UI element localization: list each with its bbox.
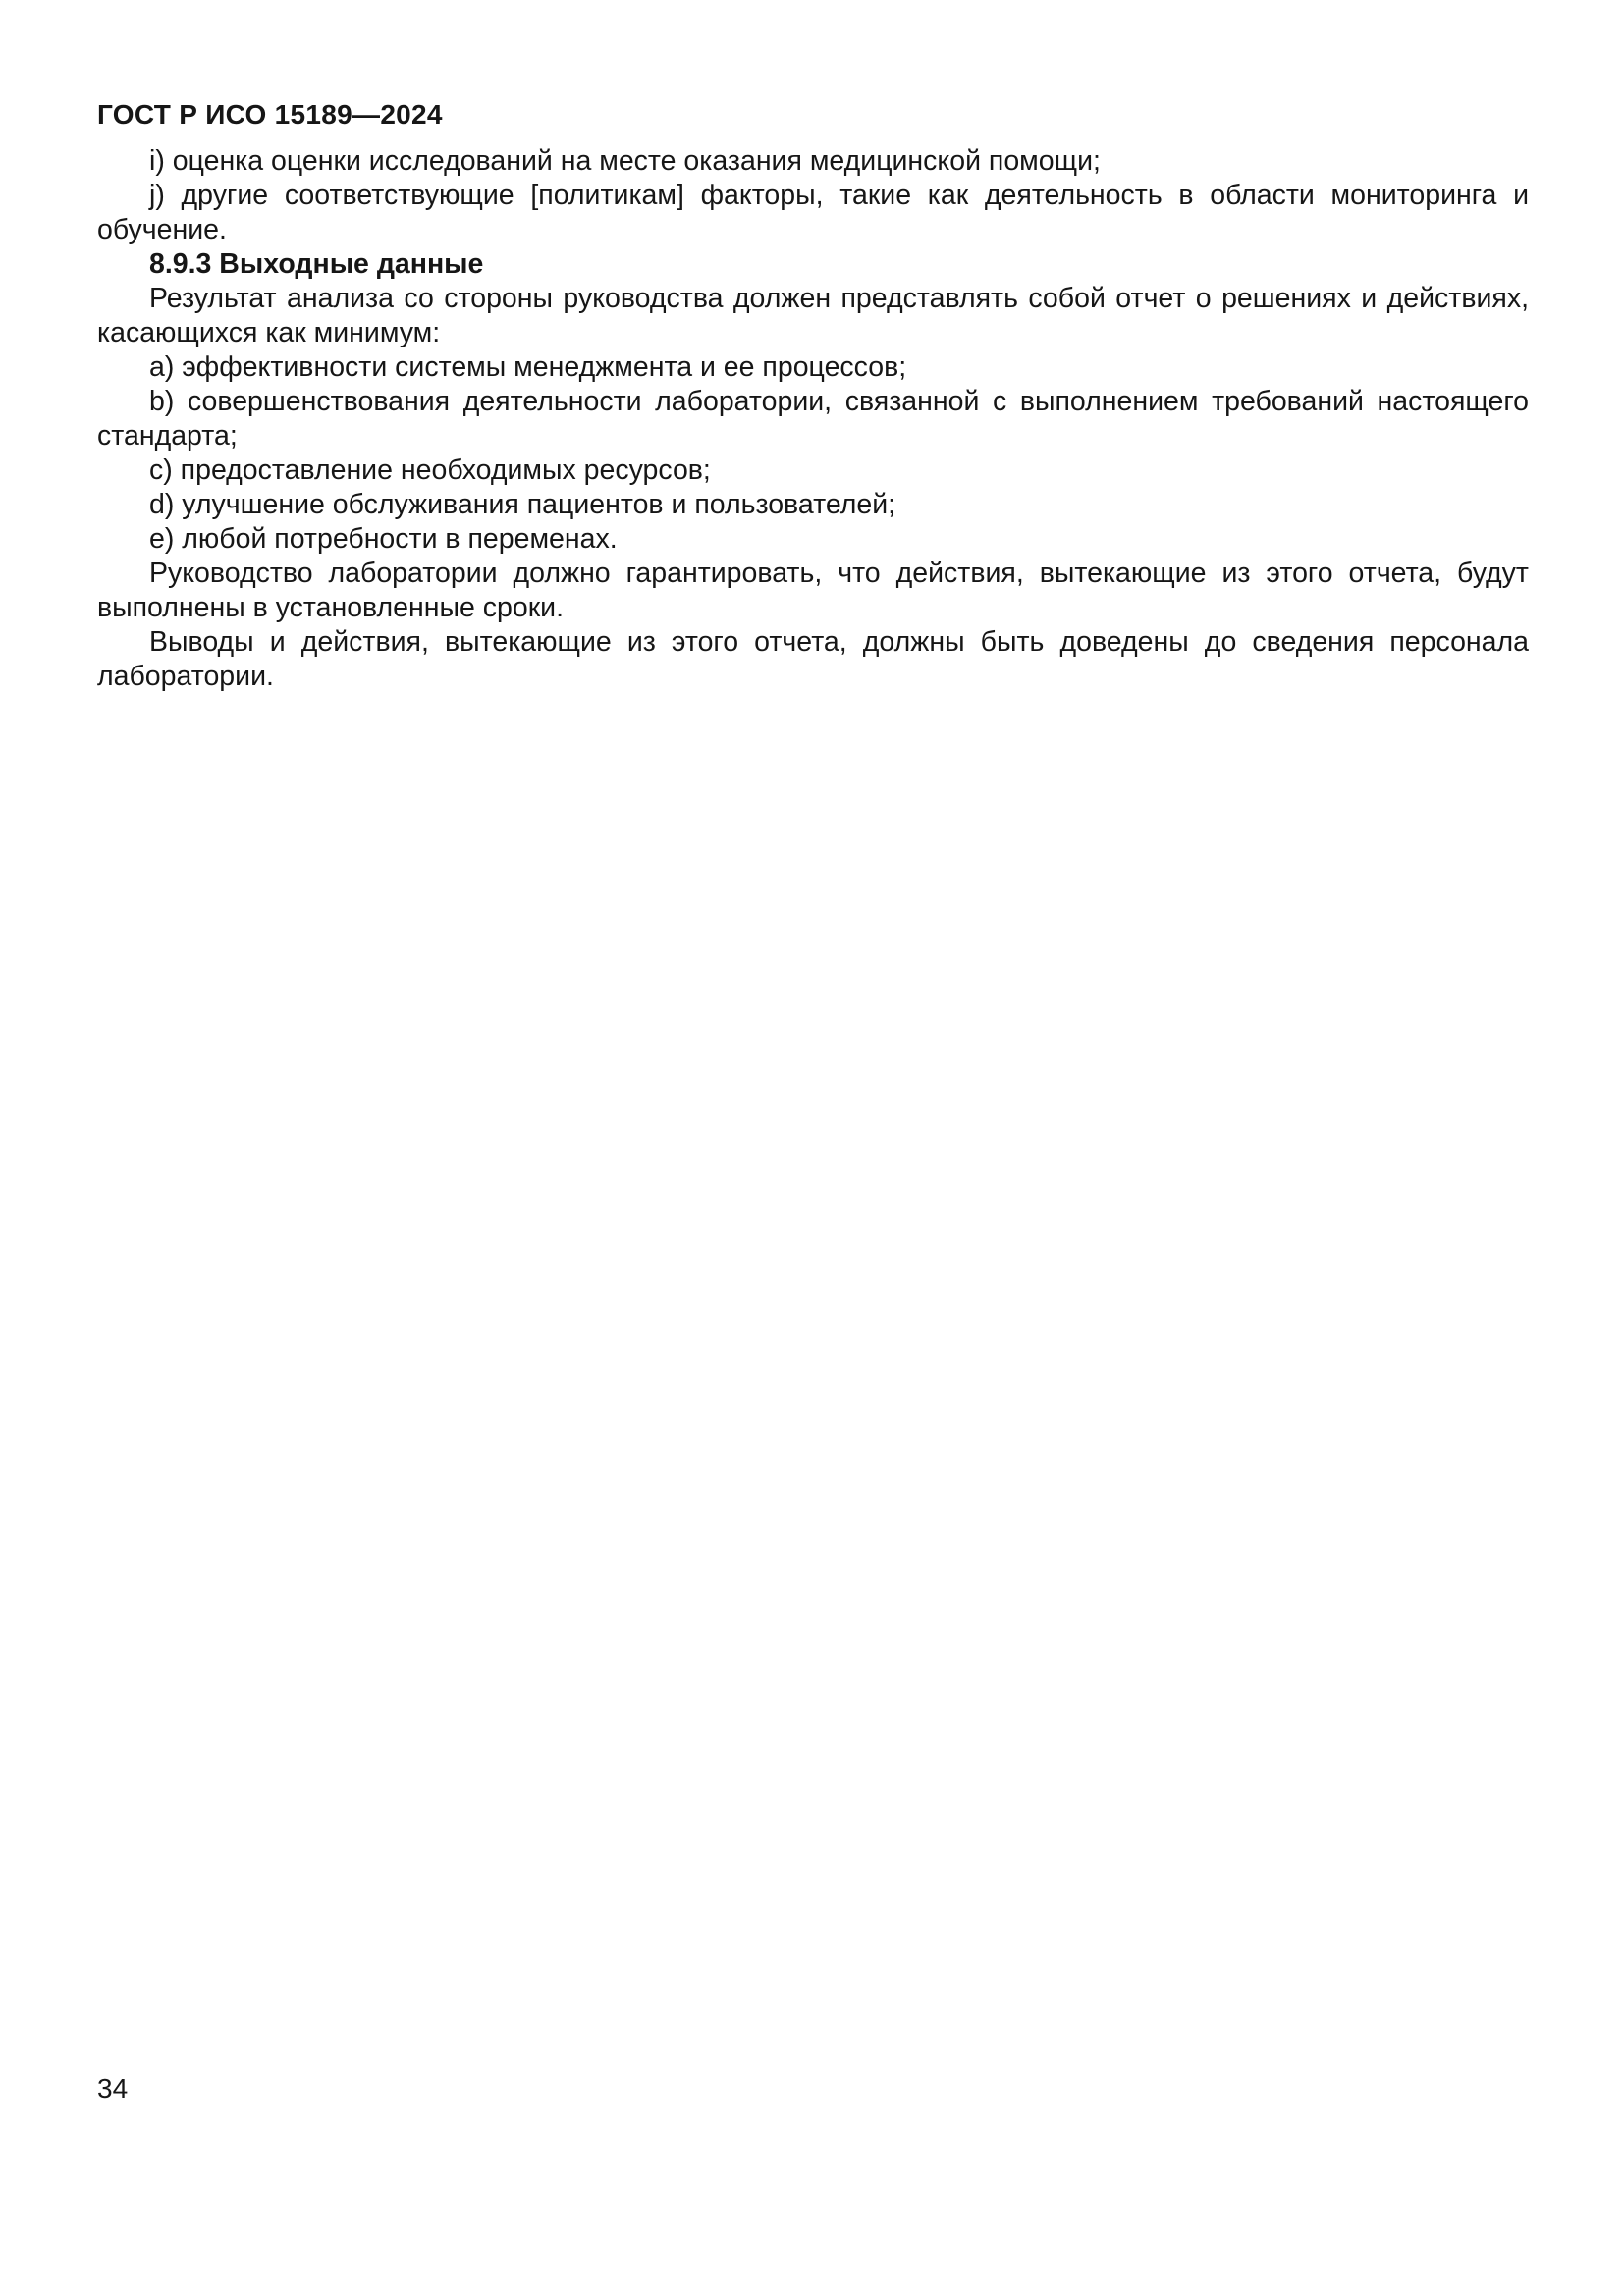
paragraph-intro: Результат анализа со стороны руководства должен представлять собой отчет о решениях и действиях, касающихся как минимум: — [97, 283, 1529, 348]
section-heading-8-9-3: 8.9.3 Выходные данные — [149, 248, 484, 280]
list-item-i: i) оценка оценки исследований на месте оказания медицинской помощи; — [149, 145, 1101, 177]
list-item-b: b) совершенствования деятельности лаборатории, связанной с выполнением требований настоящего стандарта; — [97, 386, 1529, 452]
list-item-d: d) улучшение обслуживания пациентов и пользователей; — [149, 489, 896, 520]
page-number: 34 — [97, 2073, 129, 2104]
list-item-j: j) другие соответствующие [политикам] факторы, такие как деятельность в области мониторинга и обучение. — [97, 180, 1529, 245]
document-body — [97, 144, 1529, 694]
paragraph-conclusions: Выводы и действия, вытекающие из этого отчета, должны быть доведены до сведения персонала лаборатории. — [97, 626, 1529, 692]
list-item-c: c) предоставление необходимых ресурсов; — [149, 454, 711, 486]
document-title: ГОСТ Р ИСО 15189—2024 — [97, 99, 443, 130]
page-header — [97, 99, 443, 131]
paragraph-management: Руководство лаборатории должно гарантировать, что действия, вытекающие из этого отчета, будут выполнены в установленные сроки. — [97, 558, 1529, 623]
page-footer — [97, 2073, 128, 2105]
list-item-e: e) любой потребности в переменах. — [149, 523, 618, 555]
list-item-a: a) эффективности системы менеджмента и ее процессов; — [149, 351, 907, 383]
